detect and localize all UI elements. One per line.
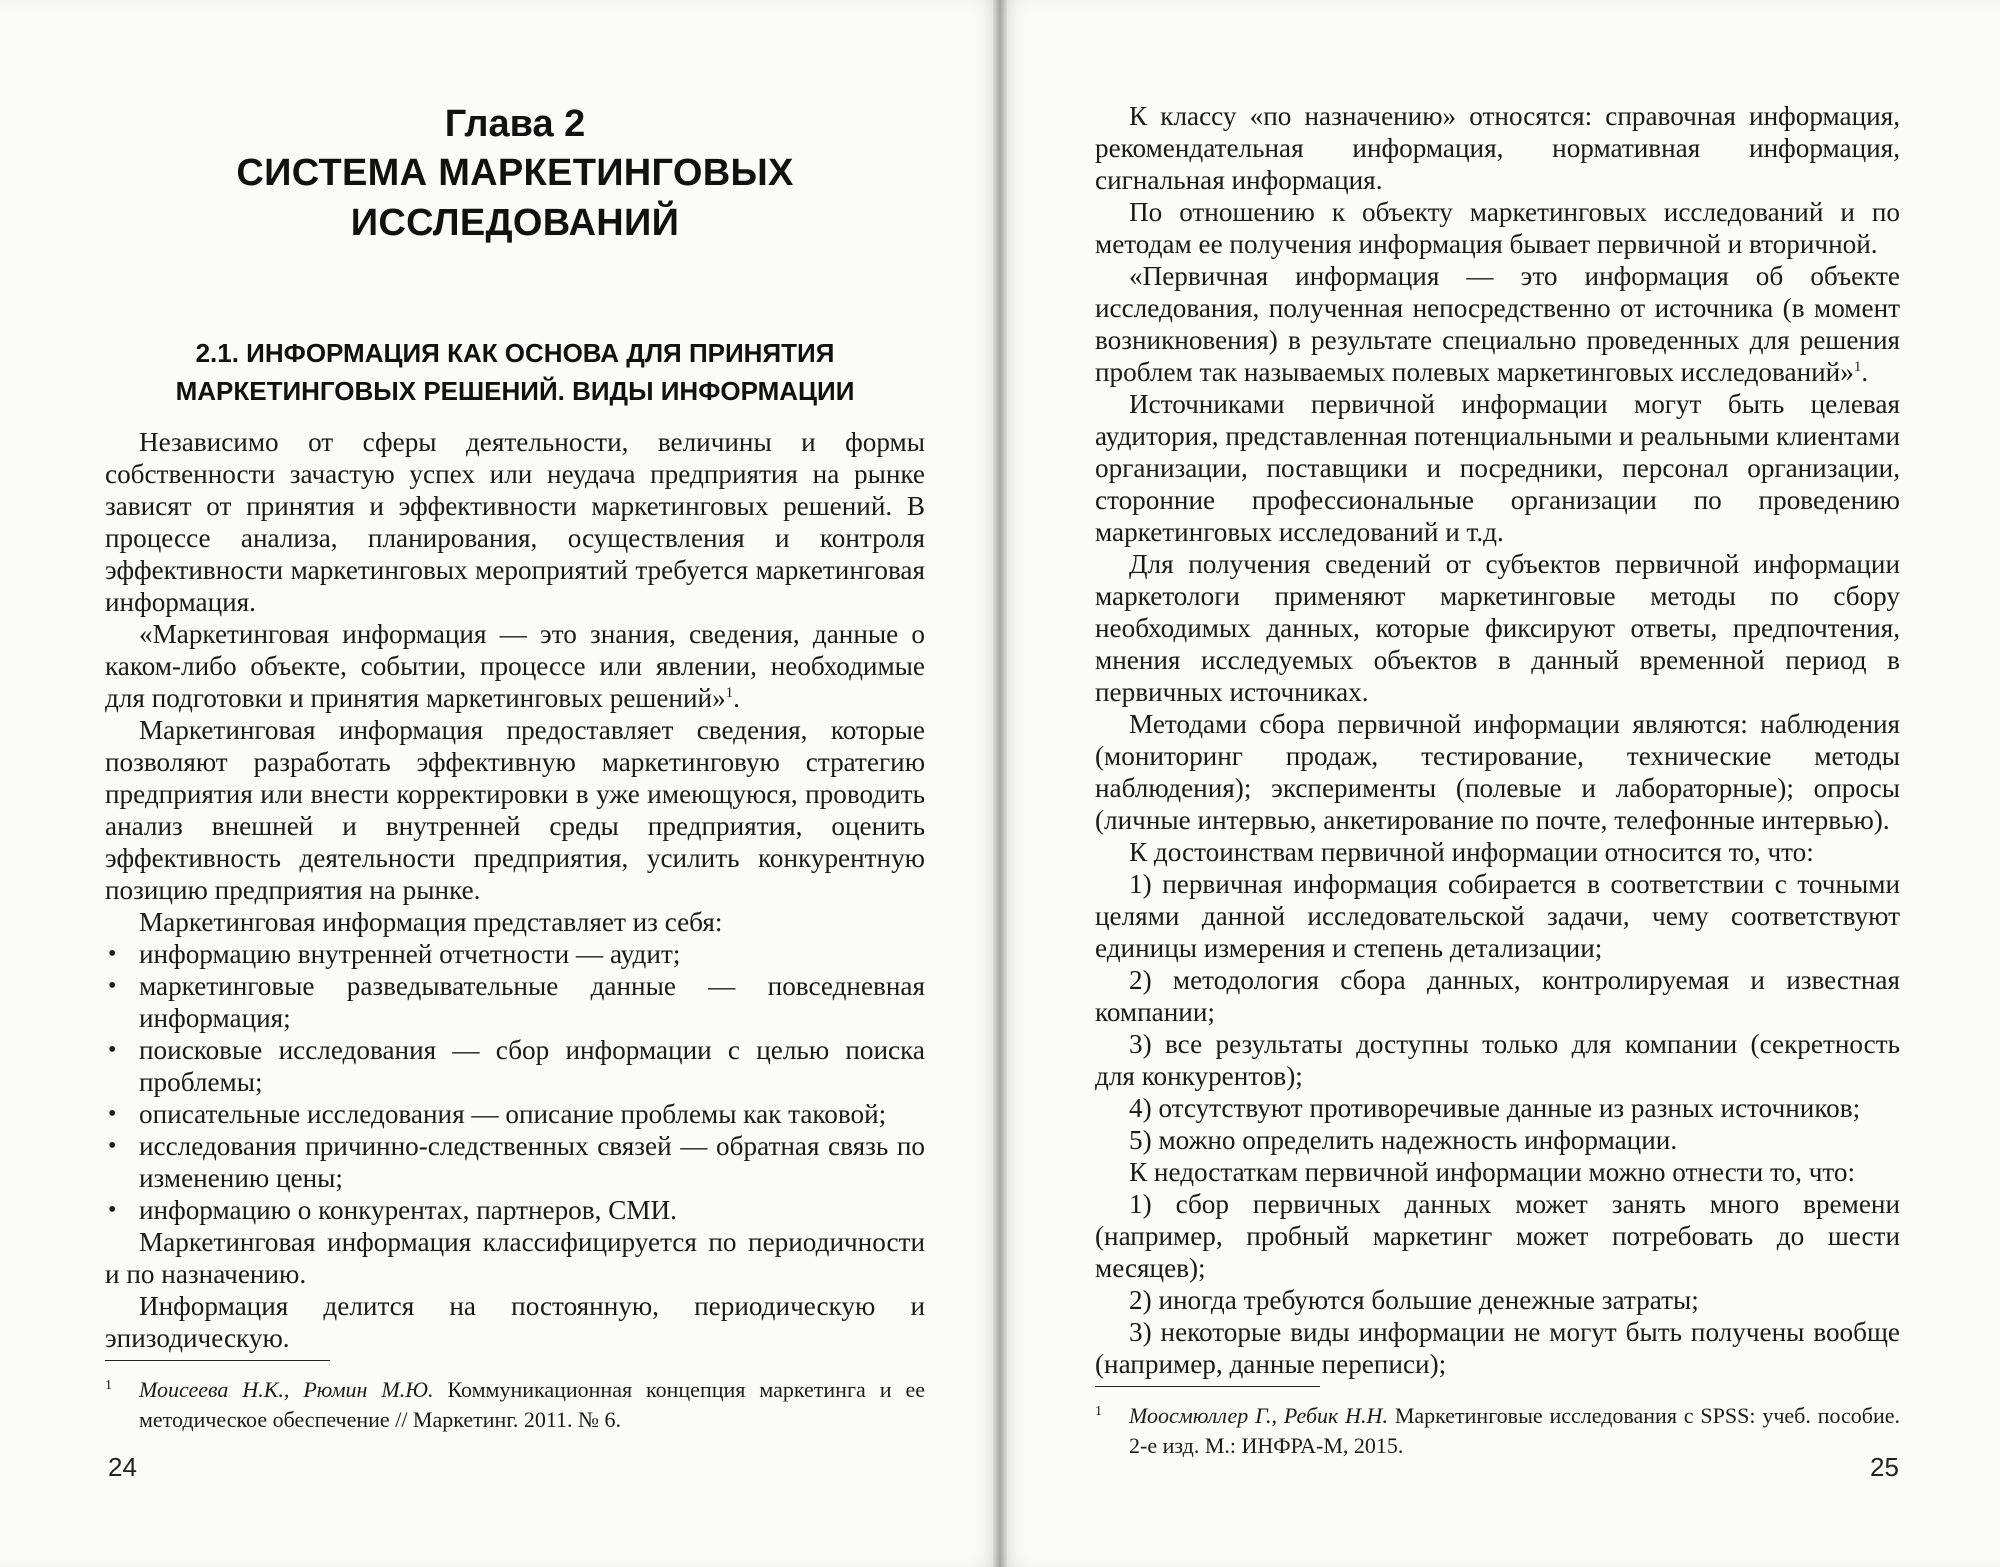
book-gutter (993, 0, 1007, 1567)
paragraph: Информация делится на постоянную, периодическую и эпизодическую. (105, 1291, 925, 1353)
footnote-ref: 1 (725, 684, 734, 701)
paragraph: По отношению к объекту маркетинговых исследований и по методам ее получения информация бывает первичной и вторичной. (1095, 197, 1900, 259)
footnote-divider (1095, 1386, 1320, 1387)
paragraph: К классу «по назначению» относятся: справочная информация, рекомендательная информация, нормативная информация, сигнальная информация. (1095, 101, 1900, 195)
footnote (105, 1375, 925, 1435)
footnote-author: Моисеева Н.К., Рюмин М.Ю. (139, 1377, 434, 1402)
footnote-ref: 1 (1853, 358, 1862, 375)
quote-paragraph: «Первичная информация — это информация об объекте исследования, полученная непосредственно от источника (в момент возникновения) в результате специально проведенных для решения проблем так называемых полевых маркетинговых исследований»$^1$. (1095, 261, 1900, 387)
footnote (1095, 1401, 1900, 1461)
list-item: • информацию о конкурентах, партнеров, СМИ. (105, 1194, 925, 1226)
paragraph: Маркетинговая информация классифицируется по периодичности и по назначению. (105, 1227, 925, 1289)
advantage-item: 5) можно определить надежность информации. (1129, 1125, 1678, 1155)
disadvantage-item: 3) некоторые виды информации не могут быть получены вообще (например, данные переписи); (1095, 1317, 1900, 1379)
right-page (1000, 0, 2000, 1567)
advantage-item: 3) все результаты доступны только для компании (секретность для конкурентов); (1095, 1029, 1900, 1091)
paragraph: К достоинствам первичной информации относится то, что: (1129, 837, 1814, 867)
list-item: • маркетинговые разведывательные данные — повседневная информация; (105, 970, 925, 1034)
section-title: 2.1. ИНФОРМАЦИЯ КАК ОСНОВА ДЛЯ ПРИНЯТИЯ МАРКЕТИНГОВЫХ РЕШЕНИЙ. ВИДЫ ИНФОРМАЦИИ (175, 338, 855, 406)
paragraph: К недостаткам первичной информации можно отнести то, что: (1129, 1157, 1856, 1187)
paragraph: Независимо от сферы деятельности, величины и формы собственности зачастую успех или неудача предприятия на рынке зависят от принятия и эффективности маркетинговых решений. В процессе анализа, планирования, осуществления и контроля эффективности маркетинговых мероприятий требуется маркетинговая информация. (105, 427, 925, 617)
advantage-item: 2) методология сбора данных, контролируемая и известная компании; (1095, 965, 1900, 1027)
paragraph: Методами сбора первичной информации являются: наблюдения (мониторинг продаж, тестирование, технические методы наблюдения); эксперименты (полевые и лабораторные); опросы (личные интервью, анкетирование по почте, телефонные интервью). (1095, 709, 1900, 835)
footnote-author: Моосмюллер Г., Ребик Н.Н. (1129, 1403, 1388, 1428)
list-item: • описательные исследования — описание проблемы как таковой; (105, 1098, 925, 1130)
list-item: • исследования причинно-следственных связей — обратная связь по изменению цены; (105, 1130, 925, 1194)
chapter-title: СИСТЕМА МАРКЕТИНГОВЫХ ИССЛЕДОВАНИЙ (236, 152, 794, 244)
paragraph: Маркетинговая информация представляет из себя: (139, 907, 723, 937)
footnote-text: Коммуникационная концепция маркетинга и ее методическое обеспечение // Маркетинг. 2011. № 6. (139, 1377, 925, 1432)
quote-paragraph: «Маркетинговая информация — это знания, сведения, данные о каком-либо объекте, событии, процессе или явлении, необходимые для подготовки и принятия маркетинговых решений»$^1$. (105, 619, 925, 713)
paragraph: Источниками первичной информации могут быть целевая аудитория, представленная потенциальными и реальными клиентами организации, поставщики и посредники, персонал организации, сторонние профессиональные организации по проведению маркетинговых исследований и т.д. (1095, 389, 1900, 547)
page-number: 25 (1870, 1452, 1899, 1482)
right-page-content (1095, 100, 1900, 1461)
footnote-divider (105, 1360, 330, 1361)
disadvantage-item: 2) иногда требуются большие денежные затраты; (1129, 1285, 1699, 1315)
advantage-item: 1) первичная информация собирается в соответствии с точными целями данной исследовательской задачи, чему соответствуют единицы измерения и степень детализации; (1095, 869, 1900, 963)
page-number: 24 (108, 1452, 137, 1482)
advantage-item: 4) отсутствуют противоречивые данные из разных источников; (1129, 1093, 1861, 1123)
paragraph: Для получения сведений от субъектов первичной информации маркетологи применяют маркетинговые методы по сбору необходимых данных, которые фиксируют ответы, предпочтения, мнения исследуемых объектов в данный временной период в первичных источниках. (1095, 549, 1900, 707)
list-item: • информацию внутренней отчетности — аудит; (105, 938, 925, 970)
footnote-text: Маркетинговые исследования с SPSS: учеб. пособие. 2-е изд. М.: ИНФРА-М, 2015. (1129, 1403, 1901, 1458)
disadvantage-item: 1) сбор первичных данных может занять много времени (например, пробный маркетинг может потребовать до шести месяцев); (1095, 1189, 1900, 1283)
left-page-content (105, 100, 925, 1435)
list-item: • поисковые исследования — сбор информации с целью поиска проблемы; (105, 1034, 925, 1098)
bullet-list (105, 938, 925, 1226)
footnote-mark: 1 (1095, 1404, 1102, 1419)
paragraph: Маркетинговая информация предоставляет сведения, которые позволяют разработать эффективную маркетинговую стратегию предприятия или внести корректировки в уже имеющуюся, проводить анализ внешней и внутренней среды предприятия, оценить эффективность деятельности предприятия, усилить конкурентную позицию предприятия на рынке. (105, 715, 925, 905)
footnote-mark: 1 (105, 1378, 112, 1393)
chapter-label: Глава 2 (444, 103, 586, 145)
